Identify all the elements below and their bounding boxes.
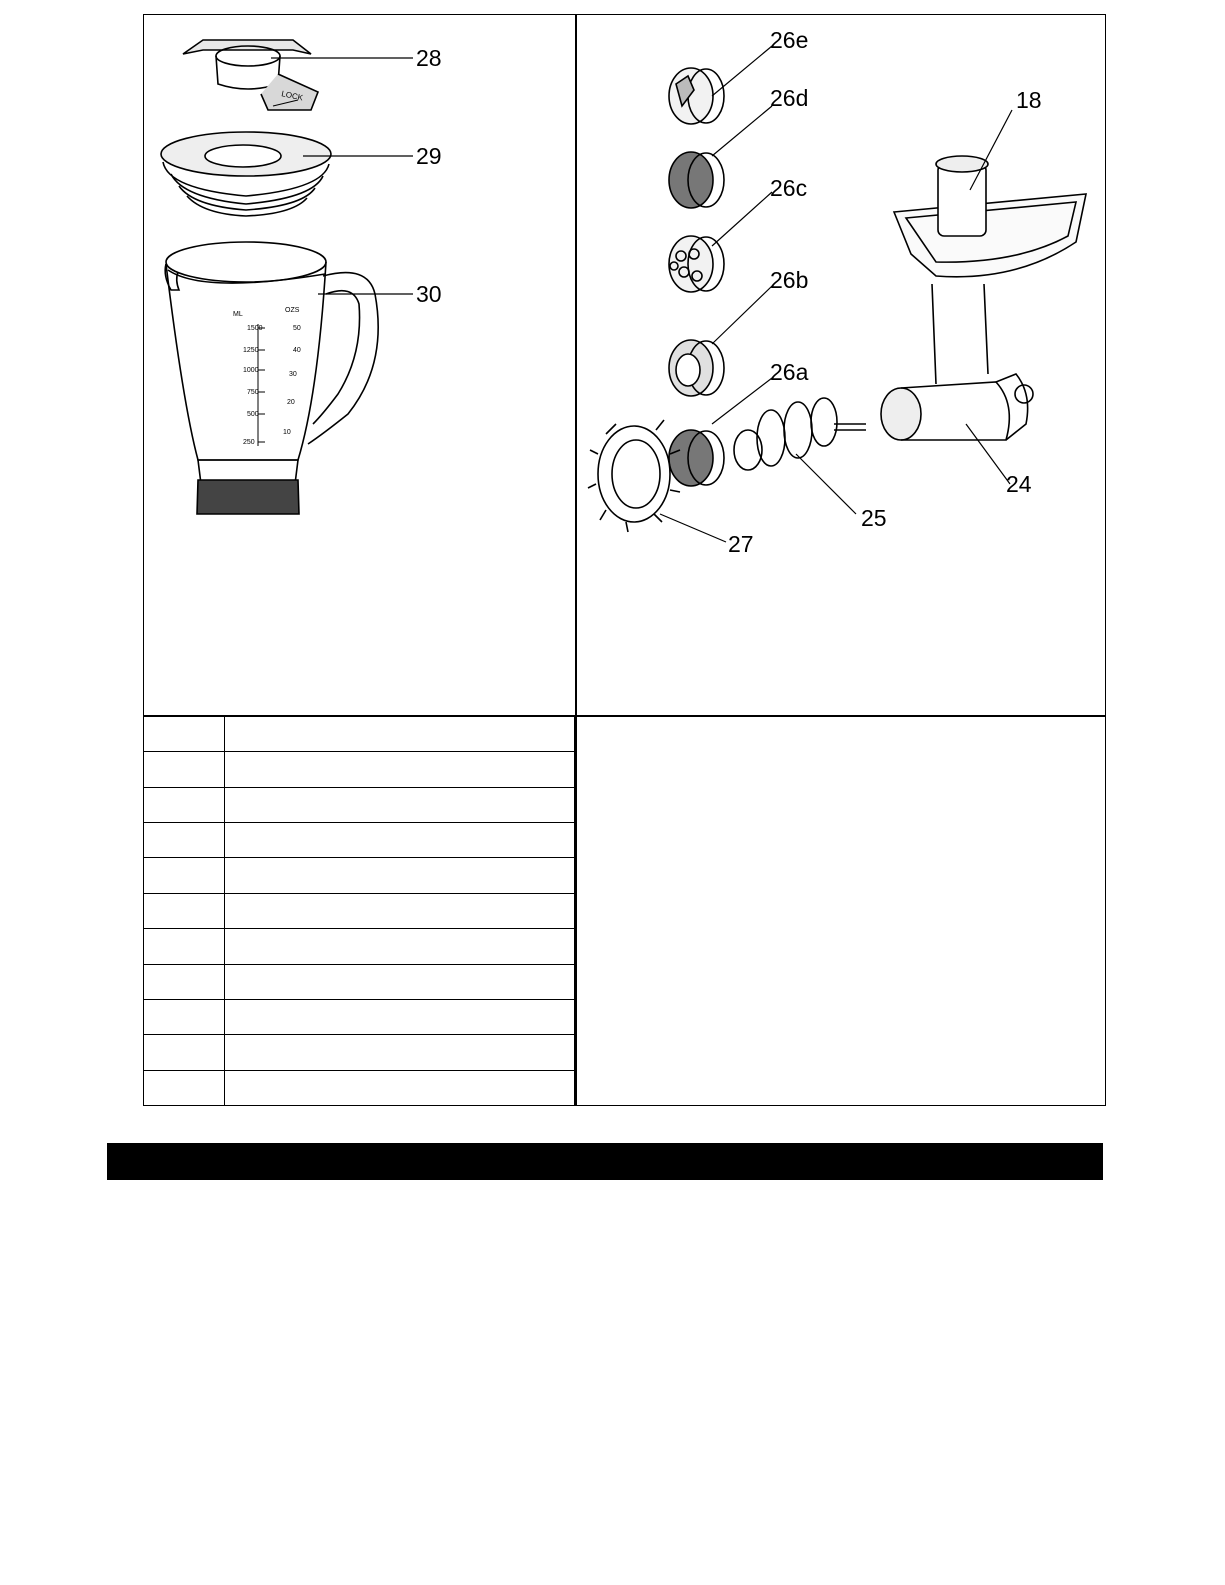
part-label-30: 30 (416, 281, 442, 307)
part-number-cell (144, 893, 225, 928)
disc-26e-drawing (669, 68, 724, 124)
part-number-cell (144, 964, 225, 999)
table-row (144, 787, 575, 822)
part-label-26c: 26c (770, 175, 808, 201)
leader-line-26e (712, 46, 772, 96)
part-label-24: 24 (1006, 471, 1032, 497)
scale-oz-mark: 20 (287, 399, 295, 406)
table-row (144, 717, 575, 752)
disc-26a-drawing (669, 430, 724, 486)
disc-26c-drawing (669, 236, 724, 292)
part-name-cell (225, 893, 575, 928)
screw-25-drawing (734, 398, 866, 470)
part-name-cell (225, 823, 575, 858)
scale-ml-mark: 500 (247, 411, 259, 418)
table-row (144, 1070, 575, 1105)
part-label-28: 28 (416, 45, 442, 71)
part-label-26a: 26a (770, 359, 809, 385)
part-label-25: 25 (861, 505, 887, 531)
part-name-cell (225, 717, 575, 752)
table-row (144, 893, 575, 928)
mincer-body-drawing (881, 156, 1086, 440)
scale-oz-mark: 30 (289, 371, 297, 378)
scale-ml-mark: 1500 (247, 325, 263, 332)
section-banner (107, 1143, 1103, 1180)
table-row (144, 823, 575, 858)
table-row (144, 752, 575, 787)
lid-drawing (161, 132, 331, 216)
part-label-26b: 26b (770, 267, 809, 293)
part-number-cell (144, 787, 225, 822)
leader-line-25 (796, 454, 856, 514)
part-name-cell (225, 929, 575, 964)
scale-ml-mark: 1250 (243, 347, 259, 354)
part-label-18: 18 (1016, 87, 1042, 113)
scale-ml-header: ML (233, 311, 243, 318)
leader-line-24 (966, 424, 1010, 484)
part-label-29: 29 (416, 143, 442, 169)
part-number-cell (144, 999, 225, 1034)
table-row (144, 858, 575, 893)
scale-ml-mark: 750 (247, 389, 259, 396)
leader-line-26d (712, 106, 772, 156)
part-number-cell (144, 858, 225, 893)
disc-26b-drawing (669, 340, 724, 396)
part-name-cell (225, 752, 575, 787)
blender-illustration (143, 14, 575, 716)
part-label-26e: 26e (770, 27, 809, 53)
part-number-cell (144, 823, 225, 858)
part-name-cell (225, 1035, 575, 1070)
part-number-cell (144, 1070, 225, 1105)
part-number-cell (144, 1035, 225, 1070)
table-row (144, 999, 575, 1034)
lid-cap-lock-text: LOCK (280, 89, 304, 103)
scale-ml-mark: 250 (243, 439, 255, 446)
part-number-cell (144, 752, 225, 787)
scale-oz-mark: 10 (283, 429, 291, 436)
part-name-cell (225, 964, 575, 999)
jug-drawing (165, 242, 378, 514)
part-label-27: 27 (728, 531, 754, 557)
scale-oz-header: OZS (285, 307, 300, 314)
scale-oz-mark: 40 (293, 347, 301, 354)
part-name-cell (225, 999, 575, 1034)
leader-line-27 (660, 514, 726, 542)
table-row (144, 964, 575, 999)
leader-line-18 (970, 110, 1012, 190)
leader-line-26a (712, 378, 772, 424)
table-row (144, 1035, 575, 1070)
scale-oz-mark: 50 (293, 325, 301, 332)
ring-nut-27-drawing (588, 420, 680, 532)
part-number-cell (144, 929, 225, 964)
leader-line-26c (712, 192, 772, 246)
mincer-illustration (576, 14, 1106, 716)
parts-table (143, 716, 575, 1106)
disc-26d-drawing (669, 152, 724, 208)
table-row (144, 929, 575, 964)
scale-ml-mark: 1000 (243, 367, 259, 374)
lid-cap-drawing (183, 40, 318, 110)
part-name-cell (225, 858, 575, 893)
part-name-cell (225, 1070, 575, 1105)
part-label-26d: 26d (770, 85, 809, 111)
part-name-cell (225, 787, 575, 822)
leader-line-26b (712, 286, 772, 344)
part-number-cell (144, 717, 225, 752)
